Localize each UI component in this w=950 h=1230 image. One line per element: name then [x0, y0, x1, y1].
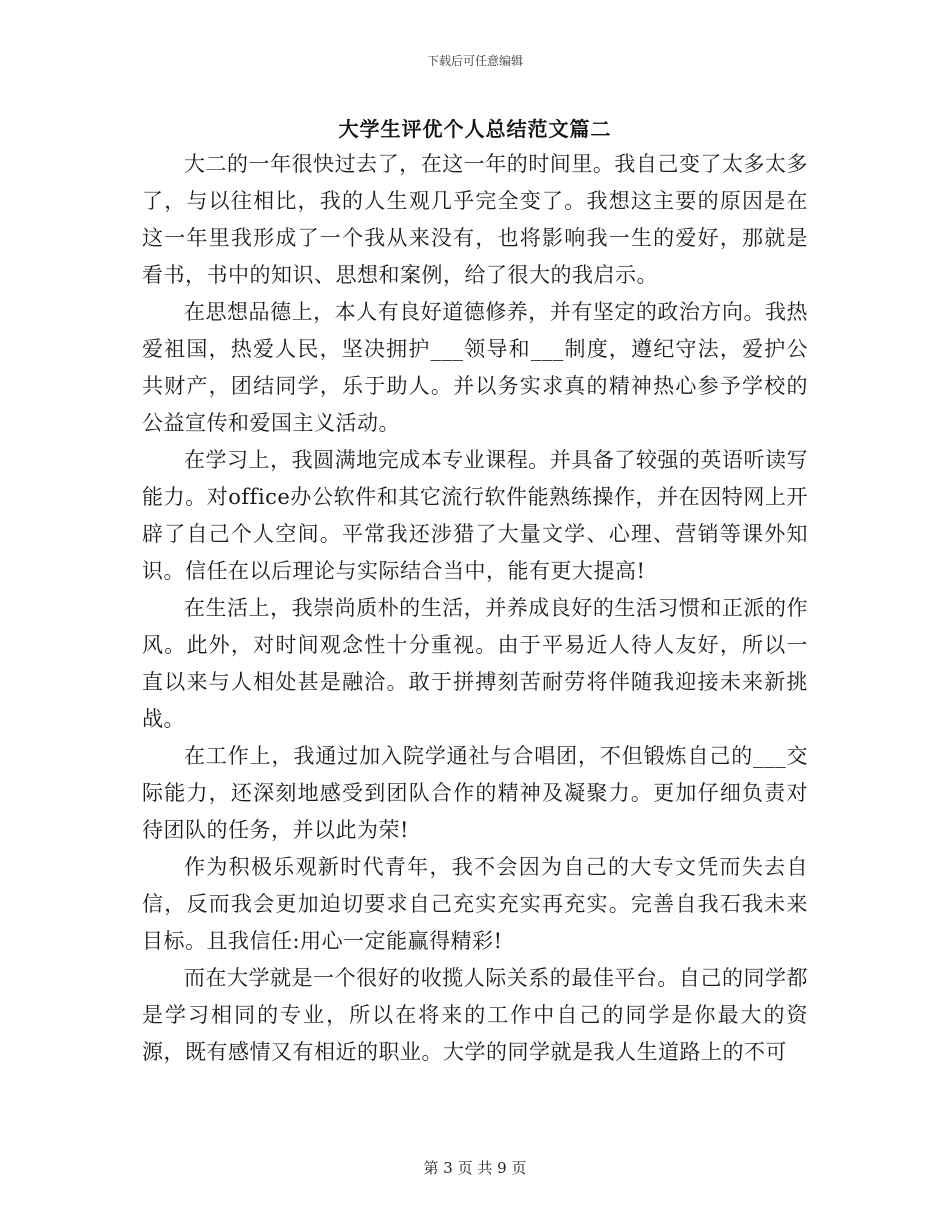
document-title: 大学生评优个人总结范文篇二	[338, 117, 612, 141]
paragraph: 在工作上，我通过加入院学通社与合唱团，不但锻炼自己的___交际能力，还深刻地感受到团队合作的精神及凝聚力。更加仔细负责对待团队的任务，并以此为荣!	[142, 744, 808, 842]
paragraph: 在生活上，我崇尚质朴的生活，并养成良好的生活习惯和正派的作风。此外，对时间观念性十分重视。由于平易近人待人友好，所以一直以来与人相处甚是融洽。敢于拼搏刻苦耐劳将伴随我迎接未来新挑战。	[142, 596, 808, 731]
paragraph: 作为积极乐观新时代青年，我不会因为自己的大专文凭而失去自信，反而我会更加迫切要求自己充实充实再充实。完善自我石我未来目标。且我信任:用心一定能赢得精彩!	[142, 855, 808, 953]
header-note: 下载后可任意编辑	[426, 54, 523, 68]
paragraph: 而在大学就是一个很好的收揽人际关系的最佳平台。自己的同学都是学习相同的专业，所以在将来的工作中自己的同学是你最大的资源，既有感情又有相近的职业。大学的同学就是我人生道路上的不可	[142, 966, 808, 1064]
document-body	[142, 146, 808, 1071]
page-indicator: 第 3 页 共 9 页	[423, 1159, 527, 1177]
paragraph: 在思想品德上，本人有良好道德修养，并有坚定的政治方向。我热爱祖国，热爱人民，坚决拥护___领导和___制度，遵纪守法，爱护公共财产，团结同学，乐于助人。并以务实求真的精神热心参予学校的公益宣传和爱国主义活动。	[142, 300, 808, 435]
paragraph: 在学习上，我圆满地完成本专业课程。并具备了较强的英语听读写能力。对office办公软件和其它流行软件能熟练操作，并在因特网上开辟了自己个人空间。平常我还涉猎了大量文学、心理、营销等课外知识。信任在以后理论与实际结合当中，能有更大提高!	[142, 448, 808, 583]
paragraph: 大二的一年很快过去了，在这一年的时间里。我自己变了太多太多了，与以往相比，我的人生观几乎完全变了。我想这主要的原因是在这一年里我形成了一个我从来没有，也将影响我一生的爱好，那就是看书，书中的知识、思想和案例，给了很大的我启示。	[142, 152, 808, 287]
